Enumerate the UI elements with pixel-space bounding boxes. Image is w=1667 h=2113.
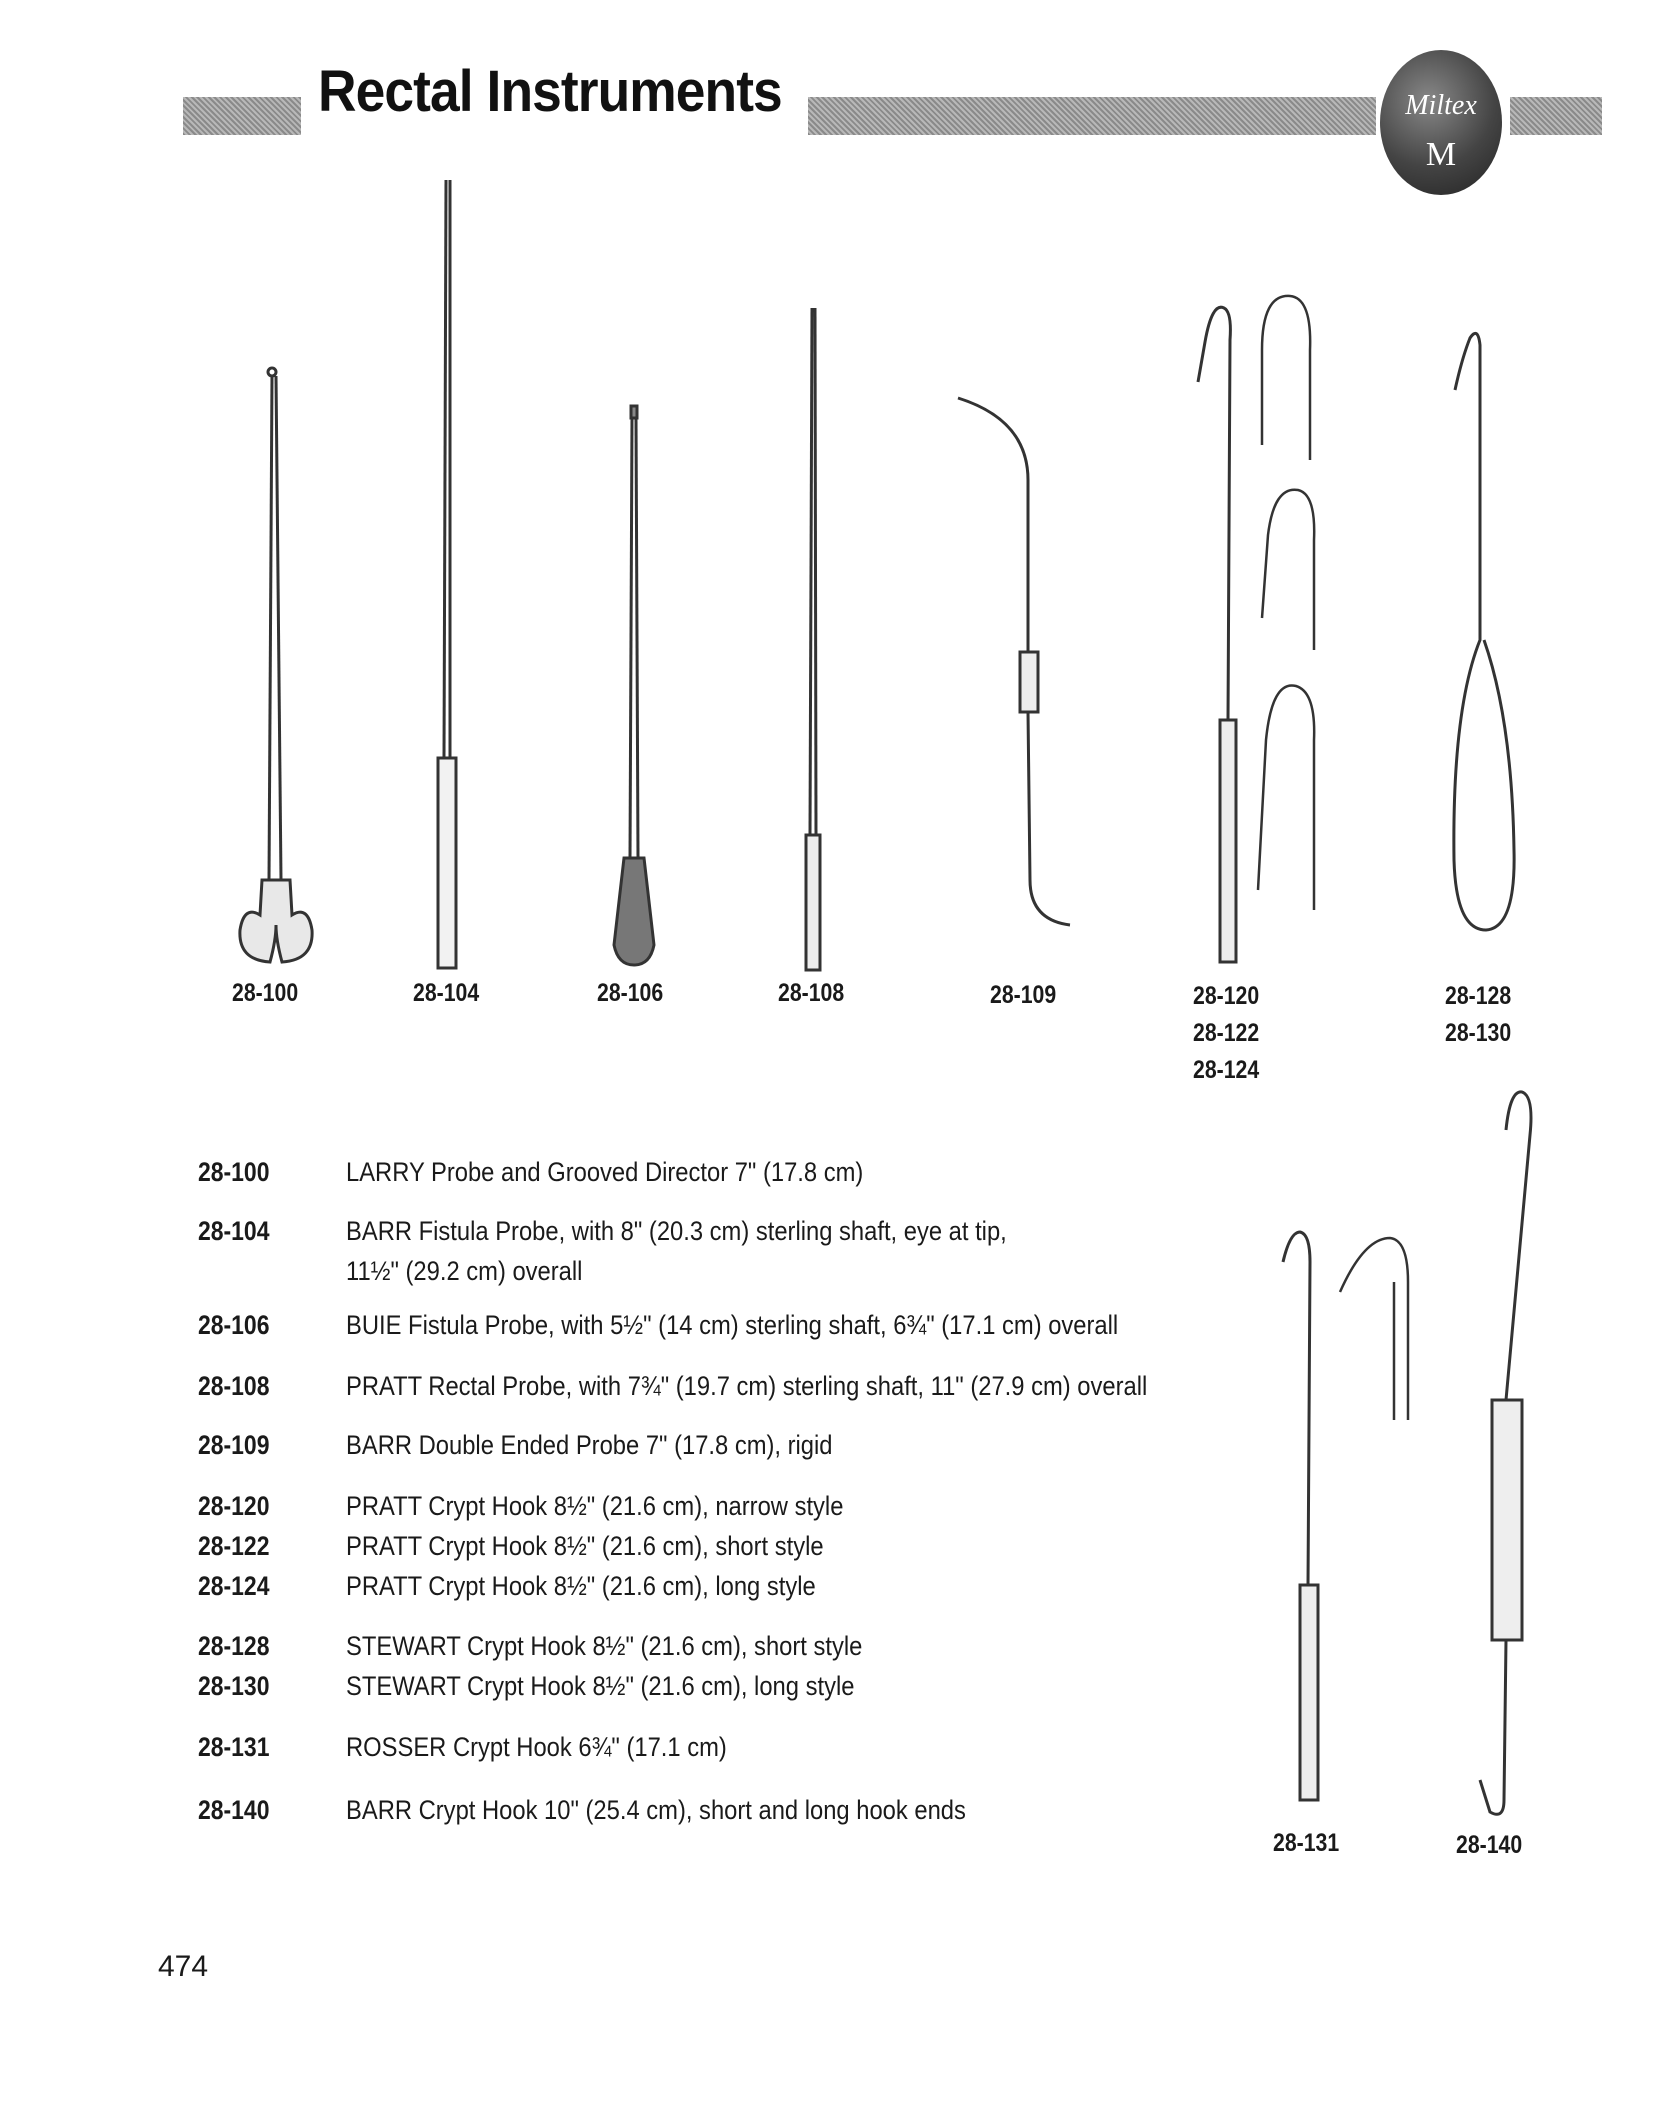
product-code: 28-100 [198, 1157, 270, 1187]
figure-label [232, 975, 298, 1012]
figure-label [990, 977, 1056, 1014]
product-description: ROSSER Crypt Hook 6¾" (17.1 cm) [346, 1732, 727, 1762]
figure-label-line: 28-120 [1193, 982, 1260, 1010]
figure-label-line: 28-109 [990, 981, 1057, 1009]
product-code: 28-140 [198, 1795, 270, 1825]
instrument-28-140-illustration [1480, 1092, 1531, 1814]
product-code: 28-131 [198, 1732, 270, 1762]
figure-label [1273, 1825, 1339, 1862]
instrument-28-106-illustration [614, 406, 654, 965]
product-code: 28-130 [198, 1671, 270, 1701]
product-description: PRATT Crypt Hook 8½" (21.6 cm), long style [346, 1571, 816, 1601]
product-code: 28-109 [198, 1430, 270, 1460]
product-description: STEWART Crypt Hook 8½" (21.6 cm), short style [346, 1631, 863, 1661]
instrument-28-104-illustration [438, 180, 456, 968]
product-code: 28-124 [198, 1571, 270, 1601]
figure-label-line: 28-128 [1445, 982, 1512, 1010]
figure-label [413, 975, 479, 1012]
product-code: 28-104 [198, 1216, 270, 1246]
figure-label-line: 28-100 [232, 979, 299, 1007]
product-code: 28-106 [198, 1310, 270, 1340]
product-code: 28-108 [198, 1371, 270, 1401]
figure-label-line: 28-106 [597, 979, 664, 1007]
figure-label [1445, 978, 1511, 1052]
product-description: BARR Double Ended Probe 7" (17.8 cm), rigid [346, 1430, 833, 1460]
product-description: LARRY Probe and Grooved Director 7" (17.8 cm) [346, 1157, 864, 1187]
figure-label-line: 28-104 [413, 979, 480, 1007]
figure-label [1456, 1827, 1522, 1864]
product-description: PRATT Crypt Hook 8½" (21.6 cm), narrow style [346, 1491, 844, 1521]
page-number: 474 [158, 1950, 209, 1983]
logo-script: Miltex [1405, 90, 1477, 121]
figure-label-line: 28-124 [1193, 1056, 1260, 1084]
product-description: PRATT Crypt Hook 8½" (21.6 cm), short style [346, 1531, 824, 1561]
product-description: PRATT Rectal Probe, with 7¾" (19.7 cm) sterling shaft, 11" (27.9 cm) overall [346, 1371, 1148, 1401]
product-code: 28-120 [198, 1491, 270, 1521]
figure-label [1193, 978, 1259, 1089]
product-description: BARR Crypt Hook 10" (25.4 cm), short and long hook ends [346, 1795, 966, 1825]
product-description: BUIE Fistula Probe, with 5½" (14 cm) sterling shaft, 6¾" (17.1 cm) overall [346, 1310, 1119, 1340]
product-code: 28-122 [198, 1531, 270, 1561]
logo-monogram: M [1425, 136, 1457, 173]
instrument-28-100-illustration [240, 368, 312, 962]
figure-label [597, 975, 663, 1012]
figure-label-line: 28-131 [1273, 1829, 1340, 1857]
product-code: 28-128 [198, 1631, 270, 1661]
instrument-28-128-illustration [1454, 333, 1514, 930]
product-description-line1: BARR Fistula Probe, with 8" (20.3 cm) sterling shaft, eye at tip, [346, 1216, 1007, 1246]
page-title: Rectal Instruments [318, 59, 782, 124]
figure-label-line: 28-130 [1445, 1019, 1512, 1047]
instrument-28-120-illustration [1198, 296, 1314, 962]
product-description [346, 1211, 1252, 1291]
instrument-28-131-illustration [1283, 1232, 1408, 1800]
figure-label [778, 975, 844, 1012]
product-description: STEWART Crypt Hook 8½" (21.6 cm), long style [346, 1671, 855, 1701]
instrument-28-108-illustration [806, 308, 820, 970]
product-description-line2: 11½" (29.2 cm) overall [346, 1256, 583, 1286]
figure-label-line: 28-122 [1193, 1019, 1260, 1047]
figure-label-line: 28-108 [778, 979, 845, 1007]
figure-label-line: 28-140 [1456, 1831, 1523, 1859]
instrument-28-109-illustration [958, 398, 1070, 925]
